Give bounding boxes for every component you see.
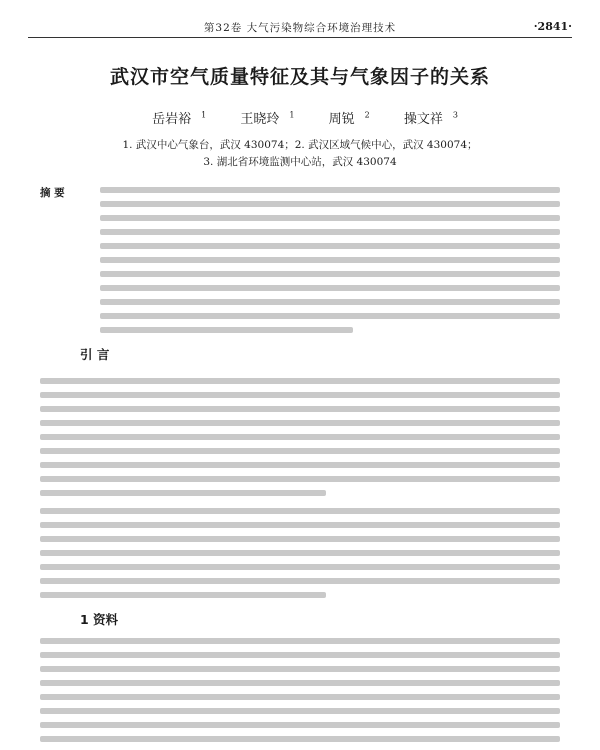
author-sup: 3 [452,110,458,120]
paper-title: 武汉市空气质量特征及其与气象因子的关系 [109,66,490,88]
author [394,112,458,127]
abstract-text-placeholder [100,187,560,341]
author [319,112,370,127]
author-name: 岳岩裕 [152,112,192,127]
body-text-placeholder [40,508,560,606]
author-name: 周锐 [328,112,355,127]
header-rule [28,37,572,38]
affiliation-line: 3. 湖北省环境监测中心站，武汉 430074 [203,156,397,168]
section-heading: 1 资料 [80,612,119,627]
body-text-placeholder [40,638,560,750]
section-heading: 引 言 [80,347,110,362]
affiliation-line: 1. 武汉中心气象台，武汉 430074；2. 武汉区域气候中心，武汉 430074； [122,139,478,151]
author-sup: 2 [364,110,370,120]
author [230,112,294,127]
abstract-label: 摘 要 [40,187,65,199]
author-name: 操文祥 [403,112,443,127]
running-header [28,18,572,38]
author [142,112,206,127]
header-center: 第32卷 大气污染物综合环境治理技术 [203,22,397,34]
author-list [0,108,600,127]
page-number: ·2841· [533,20,572,33]
author-name: 王晓玲 [240,112,280,127]
author-sup: 1 [201,110,207,120]
body-text-placeholder [40,378,560,504]
author-sup: 1 [289,110,295,120]
